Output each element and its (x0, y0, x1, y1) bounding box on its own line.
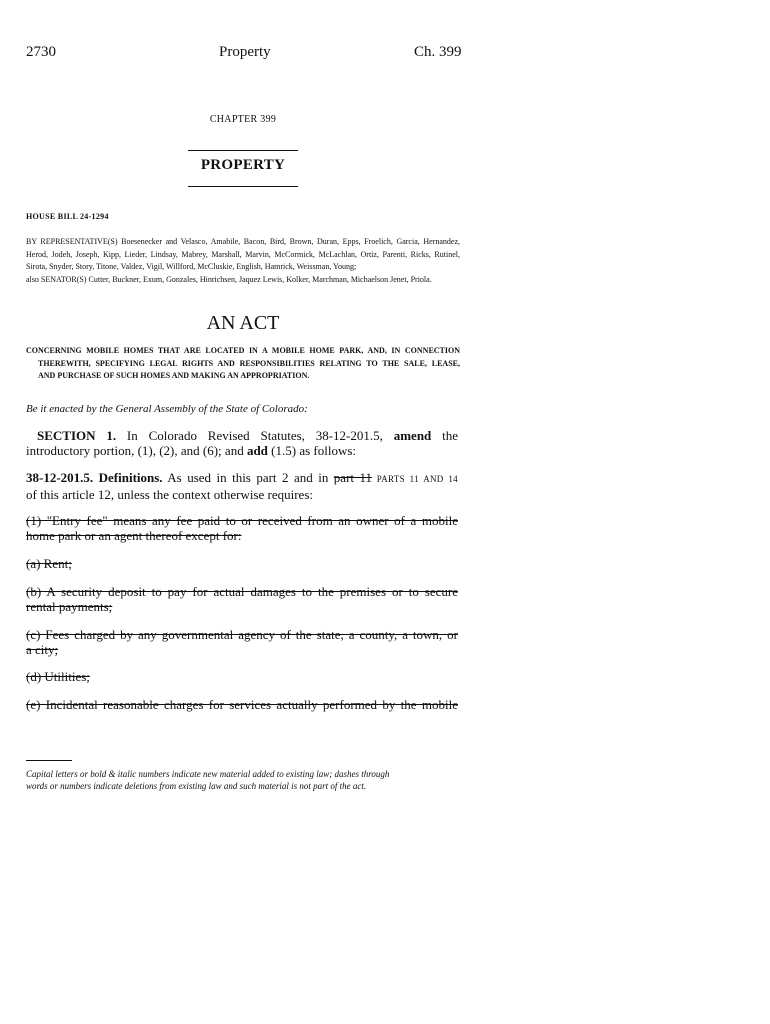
chapter-heading: CHAPTER 399 (209, 114, 277, 125)
subsection-e (26, 697, 458, 712)
concerning-line: AND PURCHASE OF SUCH HOMES AND MAKING AN APPROPRIATION. (38, 371, 310, 380)
section-text: In Colorado Revised Statutes, 38-12-201.5, (116, 428, 394, 443)
sponsors-line: BY REPRESENTATIVE(S) Boesenecker and Velasco, Amabile, Bacon, Bird, Brown, Duran, Epps, Froelich, Garcia, Hernandez, (26, 237, 460, 246)
subsection-line: (b) A security deposit to pay for actual damages to the premises or to secure (26, 584, 458, 599)
enacting-clause: Be it enacted by the General Assembly of the State of Colorado: (26, 403, 308, 415)
add-keyword: add (246, 443, 268, 458)
section-label: SECTION 1. (37, 428, 117, 443)
subsection-line: (e) Incidental reasonable charges for services actually performed by the mobile (26, 697, 458, 712)
footnote-line: words or numbers indicate deletions from existing law and such material is not part of the act. (26, 781, 367, 791)
section-1 (26, 428, 458, 458)
section-text: the (431, 428, 458, 443)
section-1-line (26, 428, 458, 443)
running-header-chapter: Ch. 399 (414, 44, 462, 60)
definitions-paragraph (26, 470, 458, 502)
subsection-c (26, 627, 458, 657)
subsection-line: (c) Fees charged by any governmental agency of the state, a county, a town, or (26, 627, 458, 642)
concerning-clause (26, 345, 460, 383)
concerning-line: CONCERNING MOBILE HOMES THAT ARE LOCATED IN A MOBILE HOME PARK, AND, IN CONNECTION (26, 346, 460, 355)
subsection-d (26, 669, 458, 684)
definitions-line (26, 470, 458, 487)
definitions-label: 38-12-201.5. Definitions. (26, 470, 163, 485)
title-rule-bottom (188, 186, 298, 187)
section-text: (1.5) as follows: (267, 443, 357, 458)
subsection-line: (a) Rent; (26, 556, 72, 571)
definitions-line: of this article 12, unless the context otherwise requires: (26, 487, 314, 502)
concerning-line: THEREWITH, SPECIFYING LEGAL RIGHTS AND RESPONSIBILITIES RELATING TO THE SALE, LEASE, (38, 358, 460, 368)
running-header-subject: Property (219, 44, 271, 60)
amend-keyword: amend (393, 428, 432, 443)
title-rule-top (188, 150, 298, 151)
subsection-b (26, 584, 458, 614)
footnote-line: Capital letters or bold & italic numbers indicate new material added to existing law; dashes through (26, 769, 390, 779)
footnote (26, 768, 466, 792)
subsection-line: (d) Utilities; (26, 669, 90, 684)
page-title: PROPERTY (200, 157, 286, 173)
bill-number: HOUSE BILL 24-1294 (26, 212, 109, 221)
sponsors-block (26, 236, 460, 287)
sponsors-line: Herod, Jodeh, Joseph, Kipp, Lieder, Lindsay, Mabrey, Marshall, Marvin, McCormick, McLachlan, Ortiz, Parenti, Ricks, Rutinel, (26, 249, 460, 259)
sponsors-line: Sirota, Snyder, Story, Titone, Valdez, Vigil, Willford, McCluskie, English, Hamrick, Weissman, Young; (26, 262, 357, 272)
inserted-text: PARTS 11 AND 14 (372, 474, 458, 484)
subsection-a (26, 556, 458, 571)
page-number: 2730 (26, 44, 56, 60)
deleted-text: part 11 (333, 470, 372, 485)
subsection-line: (1) "Entry fee" means any fee paid to or received from an owner of a mobile (26, 513, 458, 528)
definitions-text: As used in this part 2 and in (162, 470, 334, 485)
subsection-line: rental payments; (26, 599, 113, 614)
act-heading: AN ACT (206, 312, 280, 334)
section-text: introductory portion, (1), (2), and (6); and (26, 443, 247, 458)
footnote-rule (26, 760, 72, 761)
subsection-line: a city; (26, 642, 59, 657)
sponsors-line: also SENATOR(S) Cutter, Buckner, Exum, Gonzales, Hinrichsen, Jaquez Lewis, Kolker, Marchman, Michaelson Jenet, Priola. (26, 275, 432, 285)
subsection-1 (26, 513, 458, 543)
section-1-line (26, 443, 458, 458)
subsection-line: home park or an agent thereof except for: (26, 528, 242, 543)
